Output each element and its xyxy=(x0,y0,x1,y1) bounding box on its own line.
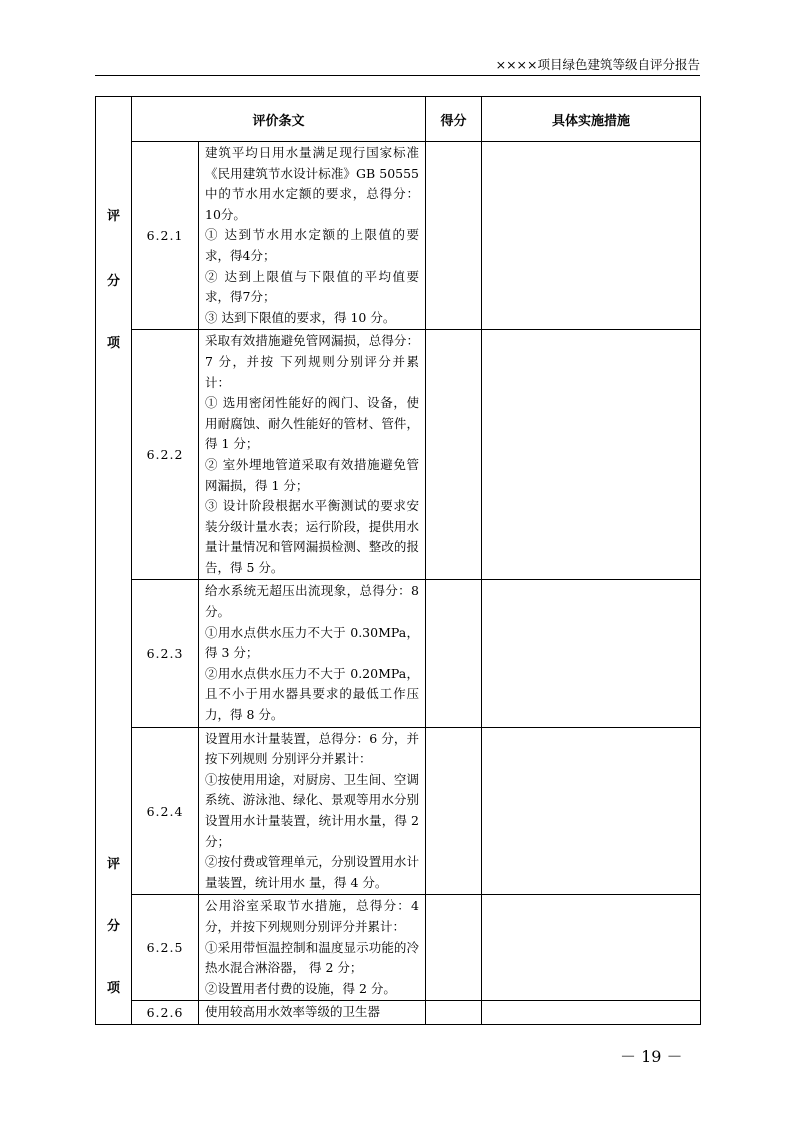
side-label-char: 项 xyxy=(106,981,120,996)
clause-number: 6.2.5 xyxy=(132,895,199,1001)
clause-line: 建筑平均日用水量满足现行国家标准《民用建筑节水设计标准》GB 50555中的节水用水定额的要求，总得分：10分。 xyxy=(205,145,420,222)
clause-line: ①采用带恒温控制和温度显示功能的冷热水混合淋浴器， 得 2 分； xyxy=(205,939,420,976)
score-cell[interactable] xyxy=(426,580,482,727)
table-row xyxy=(96,1001,701,1025)
score-cell[interactable] xyxy=(426,895,482,1001)
clause-text xyxy=(199,895,426,1001)
column-header-clause: 评价条文 xyxy=(132,97,426,142)
column-header-score: 得分 xyxy=(426,97,482,142)
report-title: ××××项目绿色建筑等级自评分报告 xyxy=(495,57,700,72)
side-label-char: 评 xyxy=(106,209,120,224)
clause-number: 6.2.2 xyxy=(132,330,199,580)
column-header-measures: 具体实施措施 xyxy=(482,97,701,142)
measures-cell[interactable] xyxy=(482,727,701,895)
clause-text xyxy=(199,330,426,580)
clause-text xyxy=(199,580,426,727)
clause-line: 公用浴室采取节水措施，总得分：4 分，并按下列规则分别评分并累计： xyxy=(205,898,420,934)
clause-line: ②设置用者付费的设施，得 2 分。 xyxy=(205,980,396,996)
score-cell[interactable] xyxy=(426,142,482,330)
clause-number: 6.2.6 xyxy=(132,1001,199,1025)
table-row xyxy=(96,580,701,727)
clause-line: ③ 达到下限值的要求，得 10 分。 xyxy=(205,309,396,325)
clause-line: ① 选用密闭性能好的阀门、设备，使用耐腐蚀、耐久性能好的管材、管件，得 1 分； xyxy=(205,395,420,452)
evaluation-table xyxy=(95,96,701,1025)
clause-line: ②按付费或管理单元，分别设置用水计量装置，统计用水 量，得 4 分。 xyxy=(205,854,420,890)
page-number: － 19 － xyxy=(620,1047,683,1066)
clause-line: ②用水点供水压力不大于 0.20MPa，且不小于用水器具要求的最低工作压力，得 8 分。 xyxy=(205,665,420,723)
clause-line: 采取有效措施避免管网漏损，总得分：7 分，并按 下列规则分别评分并累计： xyxy=(205,333,420,390)
clause-line: ① 达到节水用水定额的上限值的要求，得4分； xyxy=(205,227,420,263)
clause-line: 给水系统无超压出流现象，总得分：8 分。 xyxy=(205,583,420,620)
side-label-char: 分 xyxy=(106,919,120,934)
clause-number: 6.2.4 xyxy=(132,727,199,895)
clause-text xyxy=(199,142,426,330)
clause-line: ③ 设计阶段根据水平衡测试的要求安装分级计量水表；运行阶段，提供用水量计量情况和管网漏损检测、整改的报告，得 5 分。 xyxy=(205,498,420,575)
side-label-char: 评 xyxy=(106,857,120,872)
measures-cell[interactable] xyxy=(482,330,701,580)
side-label-column xyxy=(96,97,132,1025)
side-label-char: 分 xyxy=(106,274,120,289)
clause-text xyxy=(199,727,426,895)
clause-line: 使用较高用水效率等级的卫生器 xyxy=(205,1004,381,1020)
page-header xyxy=(95,56,700,76)
measures-cell[interactable] xyxy=(482,142,701,330)
measures-cell[interactable] xyxy=(482,580,701,727)
table-row xyxy=(96,330,701,580)
score-cell[interactable] xyxy=(426,1001,482,1025)
clause-line: ② 室外埋地管道采取有效措施避免管网漏损，得 1 分； xyxy=(205,456,420,493)
clause-number: 6.2.1 xyxy=(132,142,199,330)
measures-cell[interactable] xyxy=(482,1001,701,1025)
table-row xyxy=(96,895,701,1001)
measures-cell[interactable] xyxy=(482,895,701,1001)
score-cell[interactable] xyxy=(426,727,482,895)
side-label-char: 项 xyxy=(106,336,120,351)
clause-number: 6.2.3 xyxy=(132,580,199,727)
table-row xyxy=(96,727,701,895)
clause-line: ② 达到上限值与下限值的平均值要求，得7分； xyxy=(205,268,420,305)
clause-line: ①用水点供水压力不大于 0.30MPa，得 3 分； xyxy=(205,624,420,661)
score-cell[interactable] xyxy=(426,330,482,580)
table-row xyxy=(96,142,701,330)
clause-text xyxy=(199,1001,426,1025)
clause-line: ①按使用用途，对厨房、卫生间、空调系统、游泳池、绿化、景观等用水分别设置用水计量装置，统计用水量，得 2 分； xyxy=(205,771,420,849)
table-header-row xyxy=(96,97,701,142)
clause-line: 设置用水计量装置，总得分：6 分，并按下列规则 分别评分并累计： xyxy=(205,730,420,767)
